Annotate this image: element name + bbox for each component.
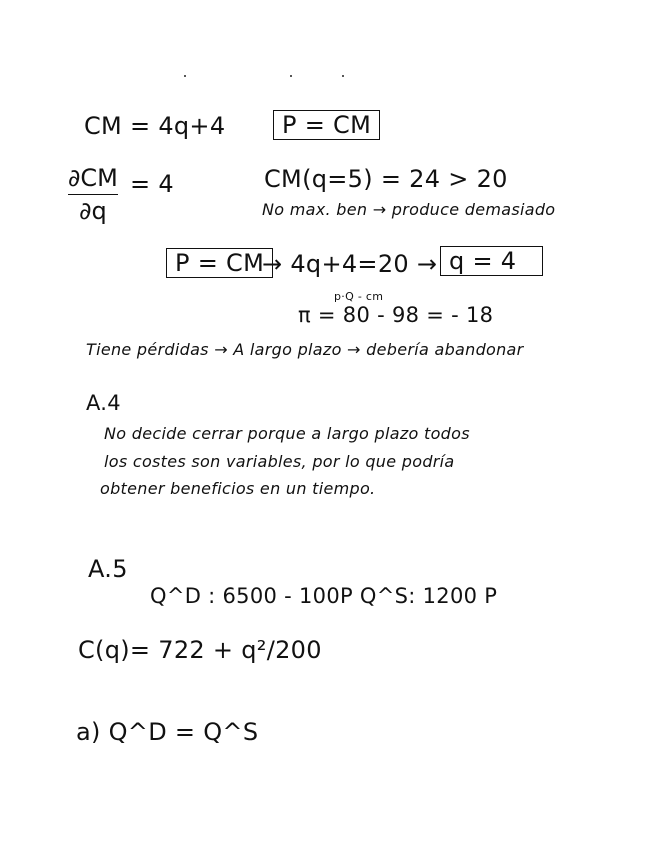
derivative-value: = 4 [130,170,174,198]
boxed-q-result: q = 4 [440,246,543,276]
part-a-equilibrium: a) Q^D = Q^S [76,718,259,746]
a4-answer-line-1: No decide cerrar porque a largo plazo todos [104,424,470,443]
supply-demand-equations: Q^D : 6500 - 100P Q^S: 1200 P [150,584,498,608]
stray-mark [290,75,292,77]
boxed-p-equals-cm: P = CM [166,248,273,278]
stray-mark [342,75,344,77]
loss-conclusion: Tiene pérdidas → A largo plazo → debería abandonar [86,340,524,359]
section-a5-heading: A.5 [88,555,128,583]
boxed-condition-p-equals-cm: P = CM [273,110,380,140]
partial-derivative-fraction [68,164,118,225]
a4-answer-line-2: los costes son variables, por lo que podría [104,452,455,471]
fraction-denominator: ∂q [79,197,107,225]
profit-calculation: π = 80 - 98 = - 18 [298,303,494,327]
profit-formula-note: p·Q - cm [334,290,384,303]
fraction-bar [68,194,118,195]
note-no-max-benefit: No max. ben → produce demasiado [262,200,556,219]
section-a4-heading: A.4 [86,391,121,415]
stray-mark [184,75,186,77]
cost-at-q5-comparison: CM(q=5) = 24 > 20 [264,165,508,193]
marginal-cost-equation: CM = 4q+4 [84,112,226,140]
fraction-numerator: ∂CM [68,164,118,192]
a4-answer-line-3: obtener beneficios en un tiempo. [100,479,376,498]
solve-quantity-equation: → 4q+4=20 → [262,250,438,278]
cost-function: C(q)= 722 + q²/200 [78,636,322,664]
